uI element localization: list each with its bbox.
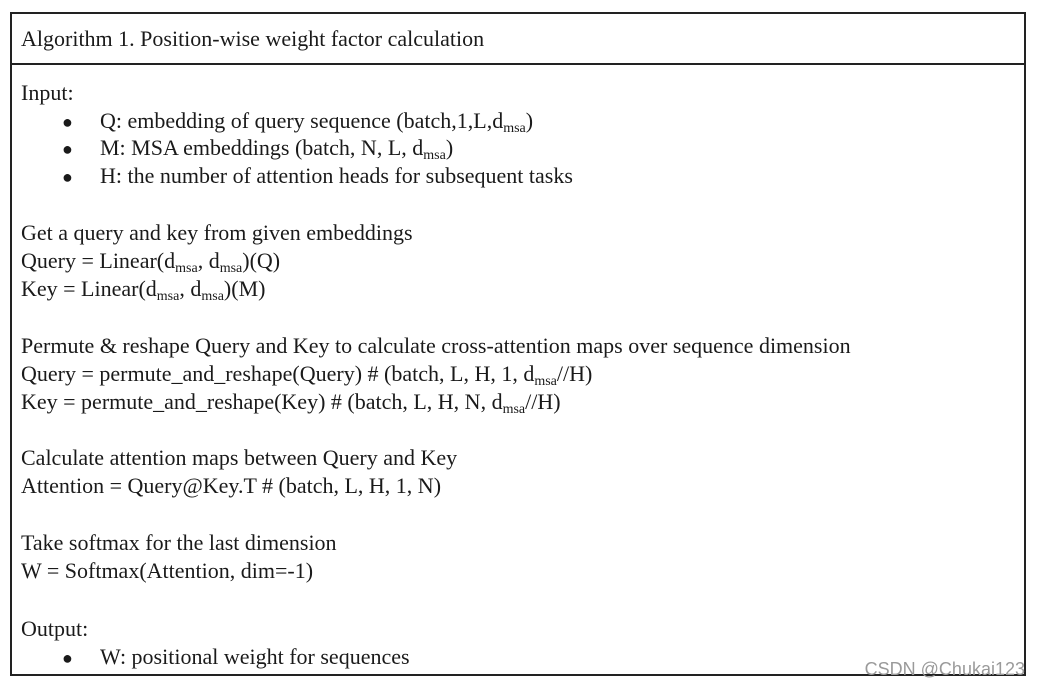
attention-heading: Calculate attention maps between Query and Key [21, 445, 458, 470]
softmax-heading: Take softmax for the last dimension [21, 530, 337, 555]
attention-line: Attention = Query@Key.T # (batch, L, H, 1, N) [21, 473, 442, 498]
algorithm-title: Algorithm 1. Position-wise weight factor calculation [12, 14, 1024, 65]
softmax-line: W = Softmax(Attention, dim=-1) [21, 558, 314, 583]
output-label: Output: [21, 616, 89, 641]
permute-heading: Permute & reshape Query and Key to calculate cross-attention maps over sequence dimension [21, 333, 851, 358]
bullet-icon: ● [62, 139, 73, 159]
input-label: Input: [21, 80, 74, 105]
input-bullet-h: ● H: the number of attention heads for subsequent tasks [62, 162, 573, 191]
bullet-icon: ● [62, 648, 73, 668]
query-linear-line: Query = $Linear(d_{msa}$, $d_{msa})(Q)$ [21, 248, 281, 276]
output-bullet-w: ● W: positional weight for sequences [62, 643, 410, 672]
bullet-icon: ● [62, 167, 73, 187]
input-bullet-m: ● M: MSA embeddings (batch, N, L, $d_{msa}$) [62, 135, 454, 163]
query-permute-line: Query = permute_and_reshape(Query) # (batch, L, H, 1, $d_{msa}//H$) [21, 361, 593, 389]
csdn-watermark: CSDN @Chukai123 [864, 659, 1025, 679]
key-linear-line: Key = $Linear(d_{msa}$, $d_{msa})(M)$ [21, 276, 266, 304]
bullet-icon: ● [62, 112, 73, 132]
key-permute-line: Key = permute_and_reshape(Key) # (batch, L, H, N, $d_{msa}//H$) [21, 389, 561, 417]
qk-heading: Get a query and key from given embeddings [21, 220, 413, 245]
input-bullet-q: ● Q: embedding of query sequence $(batch,1,L,d_{msa})$ [62, 108, 534, 136]
algorithm-box [10, 12, 1026, 676]
